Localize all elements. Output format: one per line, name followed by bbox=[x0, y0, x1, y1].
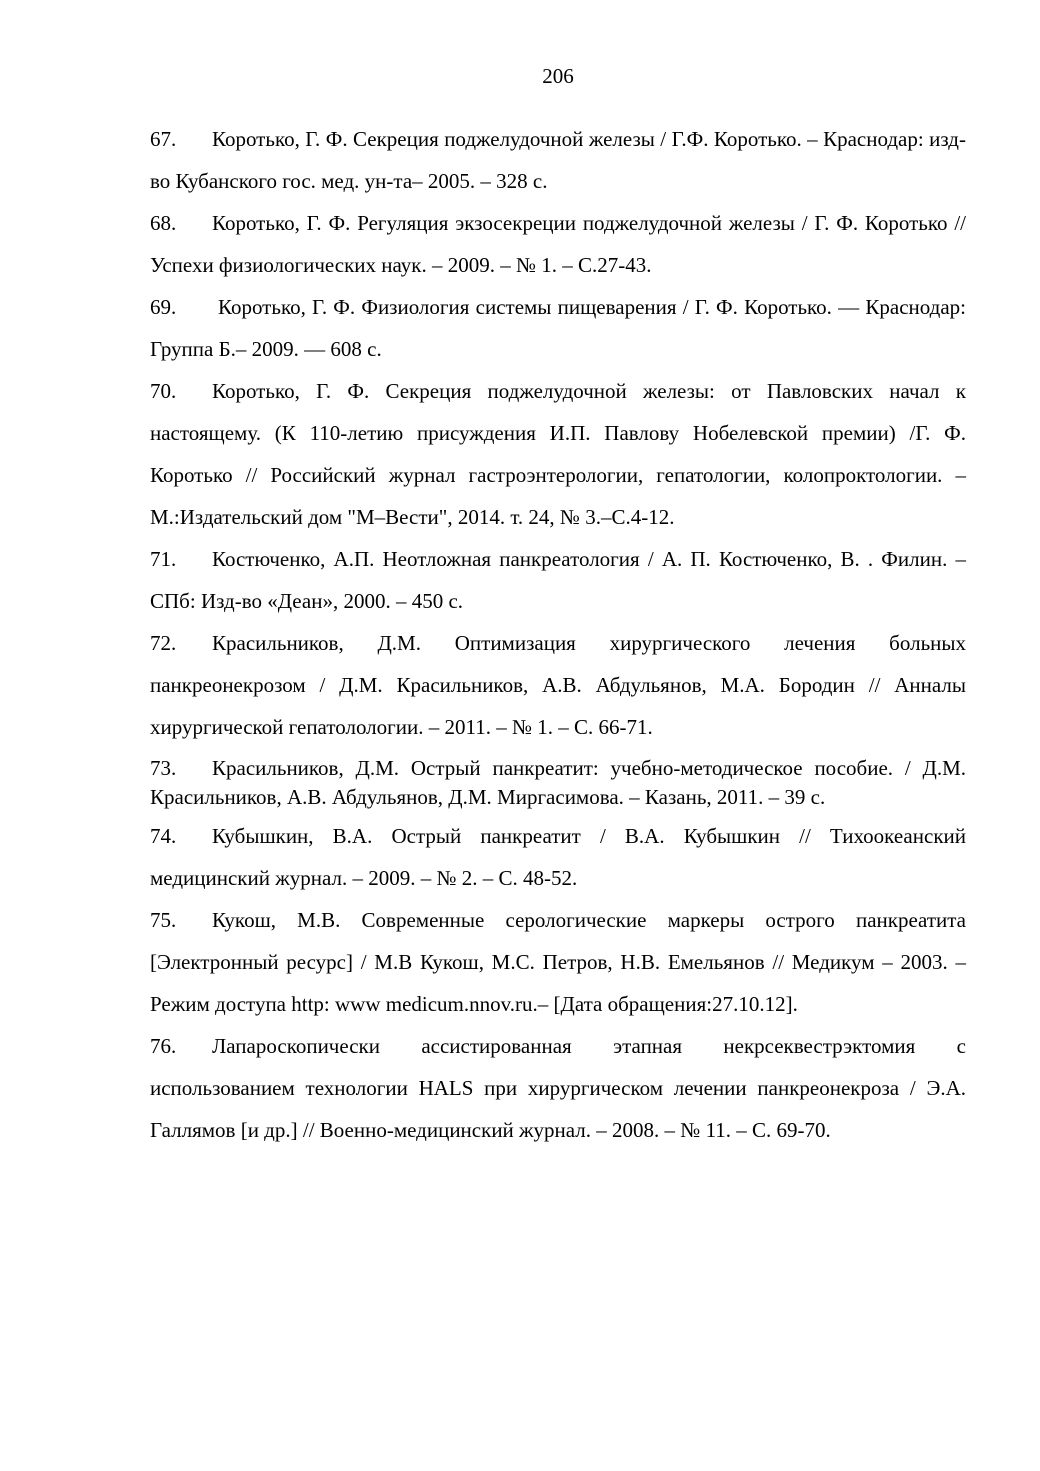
reference-item bbox=[150, 370, 966, 538]
reference-item bbox=[150, 899, 966, 1025]
reference-text: Коротько, Г. Ф. Физиология системы пищеварения / Г. Ф. Коротько. — Краснодар: Группа Б.– 2009. — 608 с. bbox=[150, 295, 966, 361]
reference-item bbox=[150, 1025, 966, 1151]
reference-item bbox=[150, 202, 966, 286]
reference-number: 70. bbox=[150, 379, 177, 403]
reference-number: 69. bbox=[150, 295, 177, 319]
reference-item bbox=[150, 118, 966, 202]
page-number: 206 bbox=[542, 64, 574, 88]
reference-number: 76. bbox=[150, 1034, 177, 1058]
reference-text: Кукош, М.В. Современные серологические маркеры острого панкреатита [Электронный ресурс] / М.В Кукош, М.С. Петров, Н.В. Емельянов // Медикум – 2003. – Режим доступа http: www medicum.nnov.ru.– [Дата обращения:27.10.12]. bbox=[150, 908, 966, 1016]
reference-text: Красильников, Д.М. Оптимизация хирургического лечения больных панкреонекрозом / Д.М. Красильников, А.В. Абдульянов, М.А. Бородин // Анналы хирургической гепатолологии. – 2011. – № 1. – С. 66-71. bbox=[150, 631, 966, 739]
reference-text: Коротько, Г. Ф. Секреция поджелудочной железы / Г.Ф. Коротько. – Краснодар: изд-во Кубанского гос. мед. ун-та– 2005. – 328 с. bbox=[150, 127, 966, 193]
reference-text: Коротько, Г. Ф. Секреция поджелудочной железы: от Павловских начал к настоящему. (К 110-летию присуждения И.П. Павлову Нобелевской премии) /Г. Ф. Коротько // Российский журнал гастроэнтерологии, гепатологии, колопроктологии. – М.:Издательский дом "М–Вести", 2014. т. 24, № 3.–С.4-12. bbox=[150, 379, 966, 529]
reference-number: 74. bbox=[150, 824, 177, 848]
reference-item bbox=[150, 622, 966, 748]
reference-number: 67. bbox=[150, 127, 177, 151]
reference-item bbox=[150, 815, 966, 899]
reference-text: Лапароскопически ассистированная этапная некрсеквестрэктомия с использованием технологии HALS при хирургическом лечении панкреонекроза / Э.А. Галлямов [и др.] // Военно-медицинский журнал. – 2008. – № 11. – С. 69-70. bbox=[150, 1034, 966, 1142]
reference-number: 73. bbox=[150, 756, 177, 780]
reference-number: 72. bbox=[150, 631, 177, 655]
reference-text: Коротько, Г. Ф. Регуляция экзосекреции поджелудочной железы / Г. Ф. Коротько // Успехи физиологических наук. – 2009. – № 1. – С.27-43. bbox=[150, 211, 966, 277]
reference-item bbox=[150, 748, 966, 815]
reference-text: Кубышкин, В.А. Острый панкреатит / В.А. Кубышкин // Тихоокеанский медицинский журнал. – 2009. – № 2. – С. 48-52. bbox=[150, 824, 966, 890]
reference-text: Костюченко, А.П. Неотложная панкреатология / А. П. Костюченко, В. . Филин. – СПб: Изд-во «Деан», 2000. – 450 с. bbox=[150, 547, 966, 613]
reference-list bbox=[150, 118, 966, 1151]
reference-item bbox=[150, 538, 966, 622]
reference-item bbox=[150, 286, 966, 370]
reference-number: 71. bbox=[150, 547, 177, 571]
reference-text: Красильников, Д.М. Острый панкреатит: учебно-методическое пособие. / Д.М. Красильников, А.В. Абдульянов, Д.М. Миргасимова. – Казань, 2011. – 39 с. bbox=[150, 756, 966, 809]
reference-number: 68. bbox=[150, 211, 177, 235]
reference-number: 75. bbox=[150, 908, 177, 932]
